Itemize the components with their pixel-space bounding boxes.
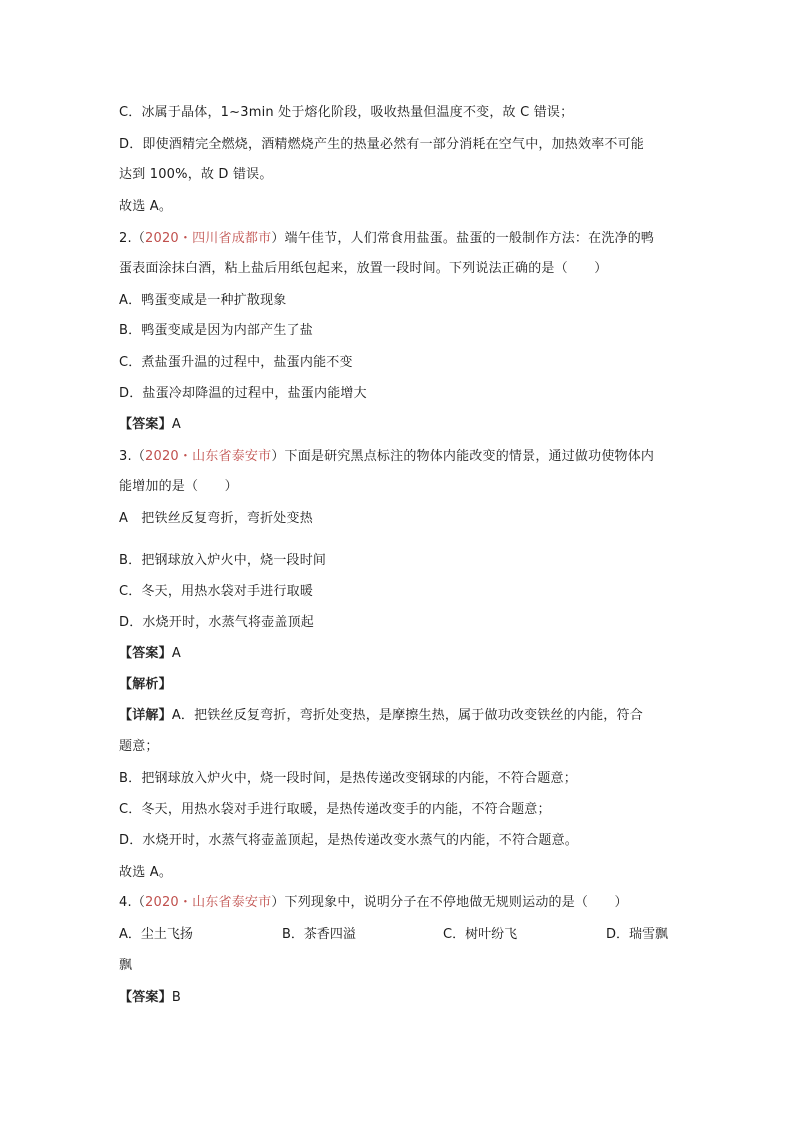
q3-number: 3. bbox=[119, 449, 132, 464]
q2-answer bbox=[119, 416, 181, 434]
q3-detail-line3: B．把钢球放入炉火中，烧一段时间，是热传递改变钢球的内能，不符合题意； bbox=[119, 771, 577, 786]
q1-option-d-explanation-line1: D．即使酒精完全燃烧，酒精燃烧产生的热量必然有一部分消耗在空气中，加热效率不可能 bbox=[119, 137, 645, 152]
q4-option-a: A．尘土飞扬 bbox=[119, 927, 193, 942]
q2-option-a: A．鸭蛋变咸是一种扩散现象 bbox=[119, 293, 287, 308]
q2-source-close: ） bbox=[271, 231, 285, 246]
q2-number: 2. bbox=[119, 231, 132, 246]
q3-answer-value: A bbox=[171, 646, 181, 661]
q3-detail-label: 【详解】 bbox=[119, 708, 172, 723]
q4-source-close: ） bbox=[271, 895, 285, 910]
q3-detail-text1: A．把铁丝反复弯折，弯折处变热，是摩擦生热，属于做功改变铁丝的内能，符合 bbox=[171, 708, 643, 723]
q3-option-a: A 把铁丝反复弯折，弯折处变热 bbox=[119, 511, 313, 526]
q3-option-b: B．把钢球放入炉火中，烧一段时间 bbox=[119, 553, 327, 568]
q3-stem-line2: 能增加的是（ ） bbox=[119, 479, 238, 494]
q1-option-d-explanation-line2: 达到 100%，故 D 错误。 bbox=[119, 167, 273, 182]
q2-option-c: C．煮盐蛋升温的过程中，盐蛋内能不变 bbox=[119, 355, 353, 370]
q3-analysis-label bbox=[119, 676, 172, 694]
q4-number: 4. bbox=[119, 895, 132, 910]
q3-stem-line1 bbox=[119, 448, 654, 466]
q2-stem-text1: 端午佳节，人们常食用盐蛋。盐蛋的一般制作方法：在洗净的鸭 bbox=[284, 231, 655, 246]
q3-option-d: D．水烧开时，水蒸气将壶盖顶起 bbox=[119, 615, 315, 630]
q2-source: 2020・四川省成都市 bbox=[145, 231, 272, 246]
q2-stem-line2: 蛋表面涂抹白酒，粘上盐后用纸包起来，放置一段时间。下列说法正确的是（ ） bbox=[119, 261, 608, 276]
q2-answer-label: 【答案】 bbox=[119, 417, 172, 432]
q4-option-b: B．茶香四溢 bbox=[282, 927, 356, 942]
q3-option-c: C．冬天，用热水袋对手进行取暖 bbox=[119, 584, 314, 599]
q4-option-d: D．瑞雪飘 bbox=[606, 927, 669, 942]
q2-stem-line1 bbox=[119, 230, 654, 248]
q2-option-b: B．鸭蛋变咸是因为内部产生了盐 bbox=[119, 323, 313, 338]
q1-choose: 故选 A。 bbox=[119, 199, 173, 214]
q4-answer-label: 【答案】 bbox=[119, 990, 172, 1005]
q4-answer bbox=[119, 989, 181, 1007]
q3-source-open: （ bbox=[131, 449, 146, 464]
q2-source-open: （ bbox=[131, 231, 146, 246]
q3-detail-line1 bbox=[119, 707, 643, 725]
q4-answer-value: B bbox=[171, 990, 181, 1005]
q1-option-c-explanation: C．冰属于晶体，1~3min 处于熔化阶段，吸收热量但温度不变，故 C 错误； bbox=[119, 105, 574, 120]
q3-detail-line4: C．冬天，用热水袋对手进行取暖，是热传递改变手的内能，不符合题意； bbox=[119, 802, 551, 817]
q3-source-close: ） bbox=[271, 449, 285, 464]
q3-answer bbox=[119, 645, 181, 663]
q4-stem-text1: 下列现象中，说明分子在不停地做无规则运动的是（ ） bbox=[284, 895, 628, 910]
q3-analysis-heading: 【解析】 bbox=[119, 677, 172, 692]
q3-detail-line2: 题意； bbox=[119, 739, 159, 754]
q4-option-c: C．树叶纷飞 bbox=[443, 927, 518, 942]
q4-source-open: （ bbox=[131, 895, 146, 910]
q3-answer-label: 【答案】 bbox=[119, 646, 172, 661]
q2-option-d: D．盐蛋冷却降温的过程中，盐蛋内能增大 bbox=[119, 386, 367, 401]
q3-choose: 故选 A。 bbox=[119, 865, 173, 880]
q3-detail-line5: D．水烧开时，水蒸气将壶盖顶起，是热传递改变水蒸气的内能，不符合题意。 bbox=[119, 833, 579, 848]
q4-option-d-wrap: 飘 bbox=[119, 958, 133, 973]
q4-stem-line1 bbox=[119, 894, 628, 912]
q2-answer-value: A bbox=[171, 417, 181, 432]
q3-stem-text1: 下面是研究黑点标注的物体内能改变的情景，通过做功使物体内 bbox=[284, 449, 655, 464]
q4-source: 2020・山东省泰安市 bbox=[145, 895, 272, 910]
q3-source: 2020・山东省泰安市 bbox=[145, 449, 272, 464]
